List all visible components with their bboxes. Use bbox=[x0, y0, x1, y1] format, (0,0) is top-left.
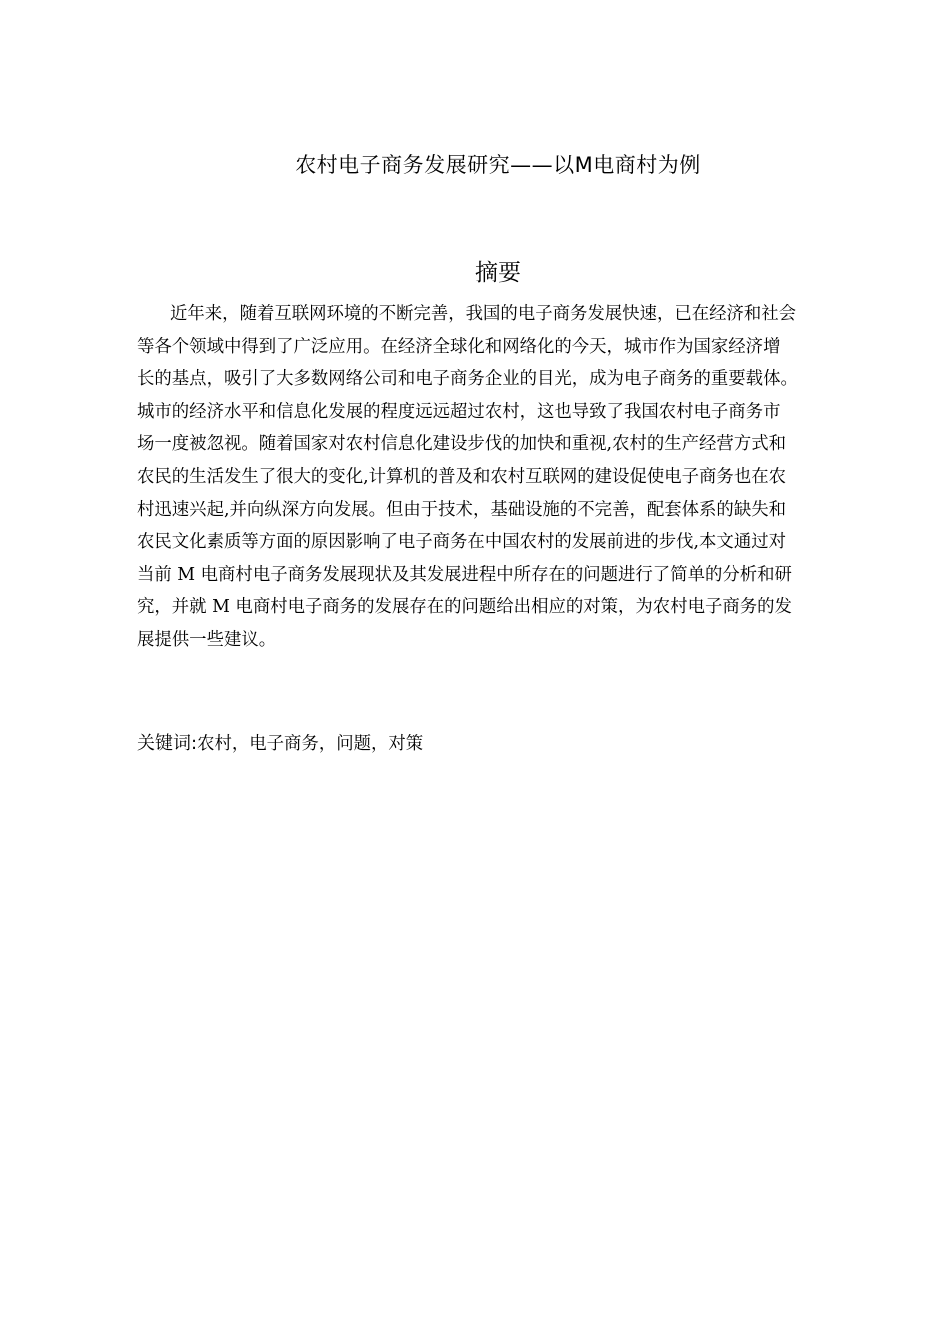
abstract-line: 场一度被忽视。随着国家对农村信息化建设步伐的加快和重视,农村的生产经营方式和 bbox=[137, 434, 786, 455]
abstract-heading: 摘要 bbox=[475, 260, 521, 286]
abstract-line: 等各个领域中得到了广泛应用。在经济全球化和网络化的今天，城市作为国家经济增 bbox=[137, 336, 781, 357]
abstract-line: 当前 M 电商村电子商务发展现状及其发展进程中所存在的问题进行了简单的分析和研 bbox=[137, 564, 792, 585]
document-title: 农村电子商务发展研究——以M电商村为例 bbox=[295, 153, 701, 177]
keywords-label: 关键词: bbox=[137, 733, 198, 754]
keywords bbox=[137, 728, 423, 760]
keywords-value: 农村，电子商务，问题，对策 bbox=[197, 734, 424, 754]
abstract-line: 究，并就 M 电商村电子商务的发展存在的问题给出相应的对策，为农村电子商务的发 bbox=[137, 597, 792, 618]
abstract-line: 城市的经济水平和信息化发展的程度远远超过农村，这也导致了我国农村电子商务市 bbox=[137, 401, 781, 422]
abstract-body bbox=[137, 298, 877, 657]
abstract-line: 农民文化素质等方面的原因影响了电子商务在中国农村的发展前进的步伐,本文通过对 bbox=[137, 532, 786, 553]
abstract-line: 农民的生活发生了很大的变化,计算机的普及和农村互联网的建设促使电子商务也在农 bbox=[137, 466, 786, 487]
abstract-line: 展提供一些建议。 bbox=[137, 629, 277, 650]
abstract-line: 近年来，随着互联网环境的不断完善，我国的电子商务发展快速，已在经济和社会 bbox=[170, 304, 797, 324]
abstract-line: 村迅速兴起,并向纵深方向发展。但由于技术，基础设施的不完善，配套体系的缺失和 bbox=[137, 499, 786, 520]
abstract-line: 长的基点，吸引了大多数网络公司和电子商务企业的目光，成为电子商务的重要载体。 bbox=[137, 369, 798, 390]
